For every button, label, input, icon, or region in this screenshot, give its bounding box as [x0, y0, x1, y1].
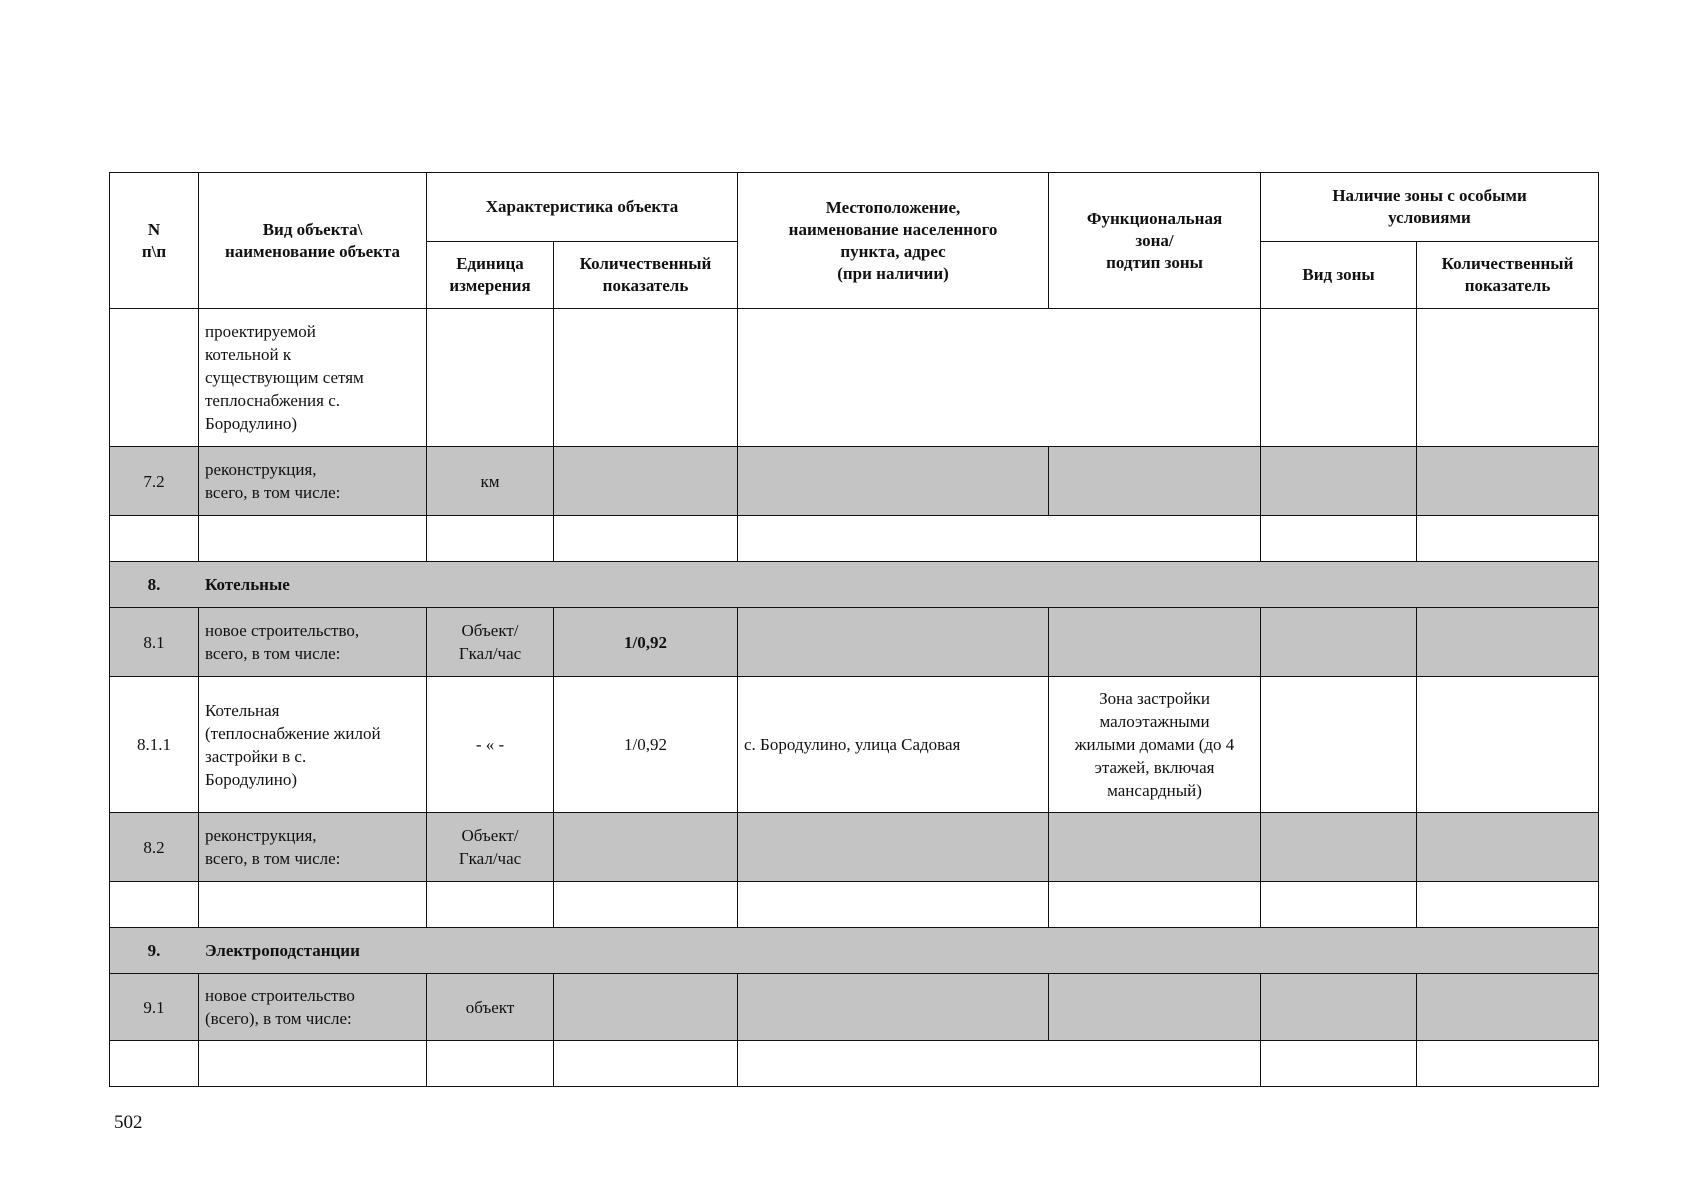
cell-zone-qty: [1417, 516, 1599, 562]
cell-qty: 1/0,92: [554, 608, 738, 677]
cell-num: 7.2: [110, 447, 199, 516]
cell-zone-type: [1261, 447, 1417, 516]
cell-zone-qty: [1417, 813, 1599, 882]
cell-qty: [554, 813, 738, 882]
cell-location: [738, 1041, 1261, 1087]
cell-num: [110, 309, 199, 447]
cell-qty: [554, 516, 738, 562]
cell-zone-qty: [1417, 447, 1599, 516]
cell-zone-qty: [1417, 882, 1599, 928]
header-type-name: Вид объекта\ наименование объекта: [199, 173, 427, 309]
section-num: 9.: [110, 928, 199, 974]
table-row: [110, 882, 1599, 928]
header-zone-type: Вид зоны: [1261, 242, 1417, 309]
cell-location: [738, 309, 1261, 447]
cell-unit: [427, 309, 554, 447]
section-num: 8.: [110, 562, 199, 608]
cell-zone-qty: [1417, 1041, 1599, 1087]
cell-functional-zone: [1049, 608, 1261, 677]
cell-location: [738, 813, 1049, 882]
cell-location: [738, 974, 1049, 1041]
table-row: [110, 677, 1599, 813]
cell-zone-type: [1261, 974, 1417, 1041]
cell-num: [110, 516, 199, 562]
document-table: [109, 172, 1599, 1087]
section-title: Электроподстанции: [199, 928, 1599, 974]
cell-name: [199, 882, 427, 928]
cell-name: реконструкция, всего, в том числе:: [199, 447, 427, 516]
cell-zone-type: [1261, 677, 1417, 813]
cell-unit: км: [427, 447, 554, 516]
cell-unit: [427, 882, 554, 928]
cell-unit: объект: [427, 974, 554, 1041]
cell-functional-zone: [1049, 974, 1261, 1041]
cell-num: 8.2: [110, 813, 199, 882]
cell-functional-zone: [1049, 882, 1261, 928]
cell-unit: [427, 1041, 554, 1087]
table-row: [110, 516, 1599, 562]
cell-location: [738, 882, 1049, 928]
cell-zone-qty: [1417, 974, 1599, 1041]
cell-functional-zone: [1049, 813, 1261, 882]
cell-qty: [554, 309, 738, 447]
header-location: Местоположение, наименование населенного пункта, адрес (при наличии): [738, 173, 1049, 309]
cell-num: 9.1: [110, 974, 199, 1041]
table-row: [110, 309, 1599, 447]
cell-name: [199, 516, 427, 562]
cell-name: новое строительство, всего, в том числе:: [199, 608, 427, 677]
cell-qty: [554, 447, 738, 516]
cell-location: с. Бородулино, улица Садовая: [738, 677, 1049, 813]
cell-num: 8.1.1: [110, 677, 199, 813]
table-row: [110, 974, 1599, 1041]
section-title: Котельные: [199, 562, 1599, 608]
cell-functional-zone: Зона застройки малоэтажными жилыми домами (до 4 этажей, включая мансардный): [1049, 677, 1261, 813]
cell-unit: Объект/ Гкал/час: [427, 813, 554, 882]
cell-zone-qty: [1417, 677, 1599, 813]
cell-name: [199, 1041, 427, 1087]
cell-num: 8.1: [110, 608, 199, 677]
table-row: [110, 813, 1599, 882]
cell-name: проектируемой котельной к существующим сетям теплоснабжения с. Бородулино): [199, 309, 427, 447]
cell-qty: [554, 1041, 738, 1087]
cell-num: [110, 882, 199, 928]
cell-name: реконструкция, всего, в том числе:: [199, 813, 427, 882]
cell-unit: Объект/ Гкал/час: [427, 608, 554, 677]
cell-location: [738, 447, 1049, 516]
page-number: 502: [114, 1112, 143, 1133]
cell-name: новое строительство (всего), в том числе:: [199, 974, 427, 1041]
cell-unit: - « -: [427, 677, 554, 813]
cell-num: [110, 1041, 199, 1087]
cell-zone-qty: [1417, 608, 1599, 677]
cell-zone-qty: [1417, 309, 1599, 447]
cell-zone-type: [1261, 309, 1417, 447]
cell-zone-type: [1261, 1041, 1417, 1087]
cell-name: Котельная (теплоснабжение жилой застройки в с. Бородулино): [199, 677, 427, 813]
cell-location: [738, 516, 1261, 562]
header-unit: Единица измерения: [427, 242, 554, 309]
cell-qty: [554, 974, 738, 1041]
header-characteristic: Характеристика объекта: [427, 173, 738, 242]
cell-qty: 1/0,92: [554, 677, 738, 813]
header-quantity: Количественный показатель: [554, 242, 738, 309]
cell-zone-type: [1261, 882, 1417, 928]
header-zone-quantity: Количественный показатель: [1417, 242, 1599, 309]
cell-functional-zone: [1049, 447, 1261, 516]
table-row: [110, 608, 1599, 677]
cell-zone-type: [1261, 516, 1417, 562]
cell-zone-type: [1261, 813, 1417, 882]
cell-qty: [554, 882, 738, 928]
header-special-zone: Наличие зоны с особыми условиями: [1261, 173, 1599, 242]
header-functional-zone: Функциональная зона/ подтип зоны: [1049, 173, 1261, 309]
section-row: [110, 928, 1599, 974]
cell-unit: [427, 516, 554, 562]
cell-location: [738, 608, 1049, 677]
header-num: N п\п: [110, 173, 199, 309]
table-row: [110, 447, 1599, 516]
table-row: [110, 1041, 1599, 1087]
cell-zone-type: [1261, 608, 1417, 677]
section-row: [110, 562, 1599, 608]
